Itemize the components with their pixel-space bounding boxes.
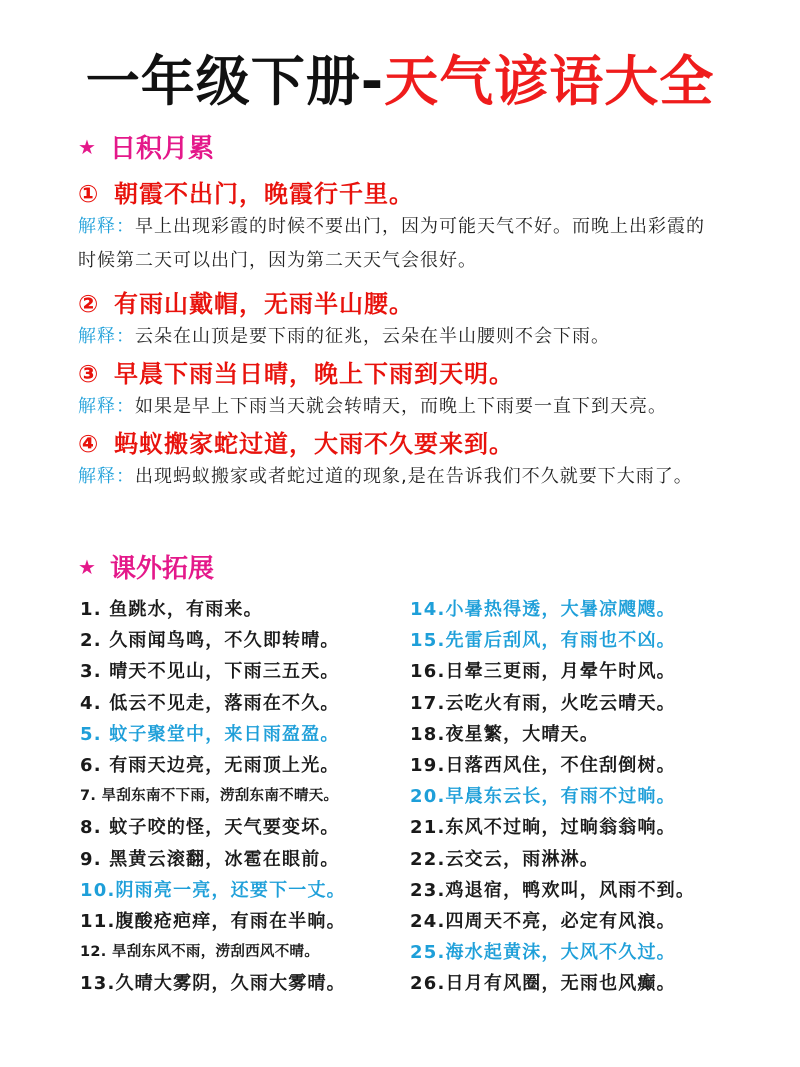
explanation-label: 解释：	[78, 396, 135, 417]
list-item: 4. 低云不见走，落雨在不久。	[80, 692, 340, 714]
title-topic-part: 天气谚语大全	[384, 50, 715, 113]
list-item-highlighted: 15.先雷后刮风，有雨也不凶。	[410, 630, 676, 652]
list-item-highlighted: 25.海水起黄沫，大风不久过。	[410, 942, 676, 964]
explanation-text: 早上出现彩霞的时候不要出门，因为可能天气不好。而晚上出彩霞的时候第二天可以出门，因为第二天天气会很好。	[78, 216, 705, 271]
explanation-text: 如果是早上下雨当天就会转晴天，而晚上下雨要一直下到天亮。	[135, 396, 667, 417]
saying-1	[78, 174, 414, 209]
title-grade-part: 一年级下册-	[85, 50, 385, 113]
explanation-1	[78, 210, 718, 278]
list-item-highlighted: 14.小暑热得透，大暑凉飕飕。	[410, 599, 676, 620]
list-item: 19.日落西风住，不住刮倒树。	[410, 754, 676, 776]
list-item: 9. 黑黄云滚翻，冰雹在眼前。	[80, 848, 340, 870]
proverb-list-left	[80, 594, 346, 999]
list-item: 3. 晴天不见山，下雨三五天。	[80, 661, 340, 683]
explanation-text: 云朵在山顶是要下雨的征兆，云朵在半山腰则不会下雨。	[135, 326, 610, 347]
saying-text: 早晨下雨当日晴，晚上下雨到天明。	[114, 360, 514, 388]
list-item: 23.鸡退宿，鸭欢叫，风雨不到。	[410, 879, 696, 901]
list-item: 18.夜星繁，大晴天。	[410, 723, 600, 745]
list-item-highlighted: 5. 蚊子聚堂中，来日雨盈盈。	[80, 723, 340, 745]
section-heading-extension	[78, 548, 214, 585]
list-item: 12. 旱刮东风不雨，涝刮西风不晴。	[80, 944, 320, 961]
list-item: 1. 鱼跳水，有雨来。	[80, 599, 263, 620]
saying-text: 蚂蚁搬家蛇过道，大雨不久要来到。	[114, 430, 514, 458]
list-item: 21.东风不过晌，过晌翁翁响。	[410, 817, 676, 839]
saying-number: ④	[78, 430, 100, 458]
saying-3	[78, 354, 514, 389]
saying-text: 有雨山戴帽，无雨半山腰。	[114, 290, 414, 318]
saying-4	[78, 424, 514, 459]
list-item: 6. 有雨天边亮，无雨顶上光。	[80, 754, 340, 776]
explanation-3	[78, 390, 718, 424]
list-item: 16.日晕三更雨，月晕午时风。	[410, 661, 676, 683]
list-item: 13.久晴大雾阴，久雨大雾晴。	[80, 973, 346, 995]
section-heading-daily	[78, 128, 214, 165]
list-item: 22.云交云，雨淋淋。	[410, 848, 600, 870]
proverb-list-right	[410, 594, 695, 999]
explanation-label: 解释：	[78, 216, 135, 237]
list-item-highlighted: 10.阴雨亮一亮，还要下一丈。	[80, 879, 346, 901]
saying-number: ③	[78, 360, 100, 388]
list-item: 11.腹酸疮疤痒，有雨在半晌。	[80, 910, 346, 932]
list-item: 26.日月有风圈，无雨也风癫。	[410, 973, 676, 995]
explanation-text: 出现蚂蚁搬家或者蛇过道的现象,是在告诉我们不久就要下大雨了。	[135, 466, 693, 487]
page-title	[0, 50, 800, 114]
list-item: 24.四周天不亮，必定有风浪。	[410, 910, 676, 932]
star-icon: ★	[78, 554, 96, 579]
saying-number: ①	[78, 180, 100, 208]
star-icon: ★	[78, 134, 96, 159]
list-item-highlighted: 20.早晨东云长，有雨不过晌。	[410, 786, 676, 808]
explanation-4	[78, 460, 718, 494]
explanation-label: 解释：	[78, 466, 135, 487]
list-item: 2. 久雨闻鸟鸣，不久即转晴。	[80, 630, 340, 652]
section-title: 日积月累	[109, 134, 214, 164]
list-item: 17.云吃火有雨，火吃云晴天。	[410, 692, 676, 714]
explanation-2	[78, 320, 718, 354]
saying-number: ②	[78, 290, 100, 318]
saying-text: 朝霞不出门，晚霞行千里。	[114, 180, 414, 208]
list-item: 7. 旱刮东南不下雨，涝刮东南不晴天。	[80, 788, 339, 805]
explanation-label: 解释：	[78, 326, 135, 347]
saying-2	[78, 284, 414, 319]
list-item: 8. 蚊子咬的怪，天气要变坏。	[80, 817, 340, 839]
section-title: 课外拓展	[109, 554, 214, 584]
